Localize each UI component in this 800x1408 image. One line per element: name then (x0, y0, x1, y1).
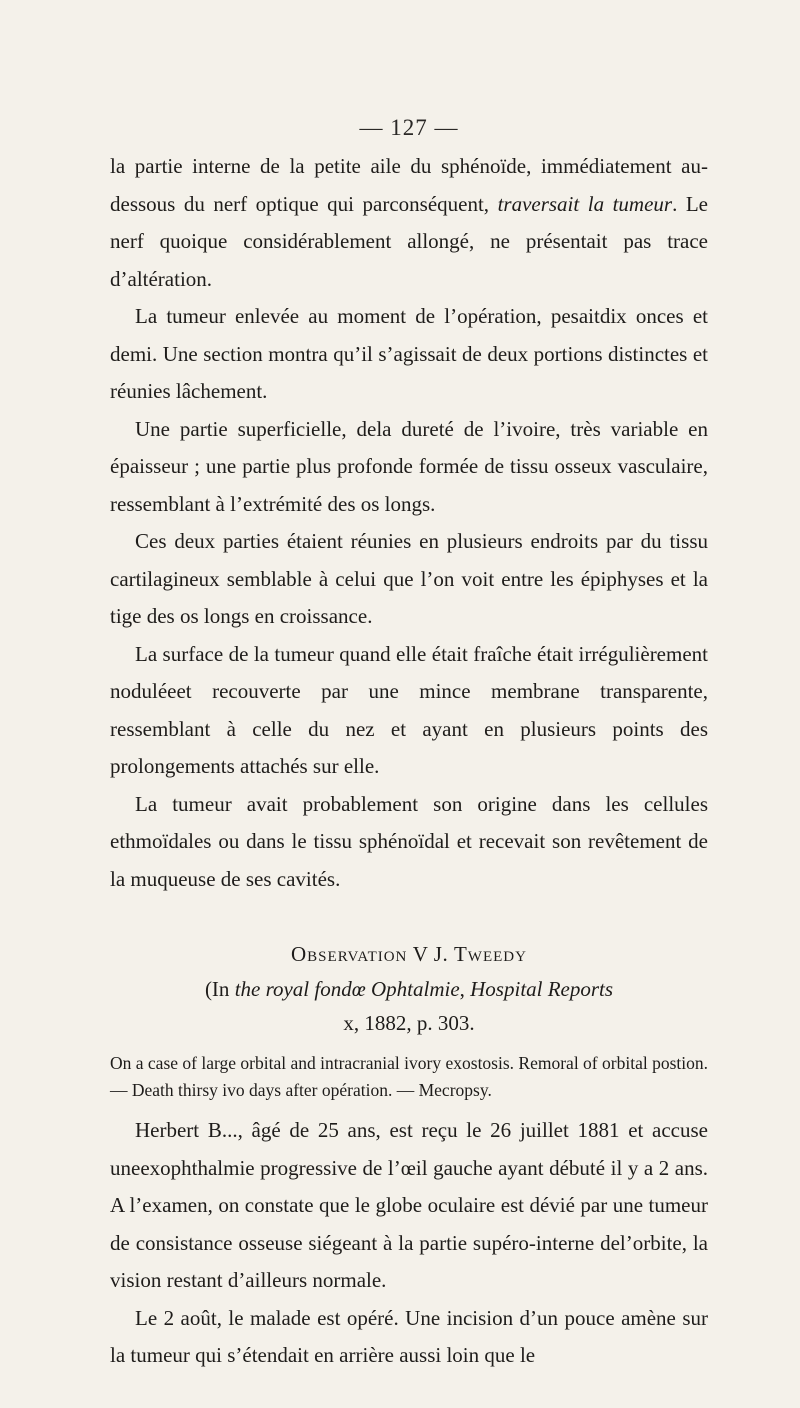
page-number: — 127 — (359, 115, 459, 140)
source-prefix: (In (204, 977, 235, 1001)
paragraph-6: La tumeur avait probablement son origine dans les cellules ethmoïdales ou dans le tissu sphénoïdal et recevait son revêtement de la muqueuse de ses cavités. (110, 791, 708, 891)
observation-source (110, 972, 708, 1006)
observation-heading (110, 936, 708, 972)
paragraph-5: La surface de la tumeur quand elle était fraîche était irrégulièrement noduléeet recouverte par une mince membrane transparente, ressemblant à celle du nez et ayant en plusieurs points des prolongements attachés sur elle. (110, 641, 708, 778)
source-comma: , (459, 977, 471, 1001)
paragraph-2: La tumeur enlevée au moment de l’opération, pesaitdix onces et demi. Une section montra qu’il s’agissait de deux portions distinctes et réunies lâchement. (110, 304, 708, 403)
main-text (110, 148, 708, 898)
observation-paragraph-2: Le 2 août, le malade est opéré. Une incision d’un pouce amène sur la tumeur qui s’étendait en arrière aussi loin que le (110, 1305, 708, 1367)
paragraph-1 (110, 148, 708, 298)
text-span: la partie interne de la petite aile du sphénoïde, immédiatement au-dessous du nerf optique qui parconséquent, (110, 154, 708, 216)
paragraph-4: Ces deux parties étaient réunies en plusieurs endroits par du tissu cartilagineux semblable à celui que l’on voit entre les épiphyses et la tige des os longs en croissance. (110, 529, 708, 628)
source-title-2: Ophtalmie (370, 977, 460, 1001)
source-title-3: Hospital Reports (470, 977, 614, 1001)
observation-paragraph-1: Herbert B..., âgé de 25 ans, est reçu le 26 juillet 1881 et accuse uneexophthalmie progressive de l’œil gauche ayant débuté il y a 2 ans. A l’examen, on constate que le globe oculaire est dévié par une tumeur de consistance osseuse siégeant à la partie supéro-interne del’orbite, la vision restant d’ailleurs normale. (110, 1118, 708, 1292)
italic-phrase: traversait la tumeur (497, 191, 673, 216)
paragraph-3: Une partie superficielle, dela dureté de l’ivoire, très variable en épaisseur ; une partie plus profonde formée de tissu osseux vasculaire, ressemblant à l’extrémité des os longs. (110, 416, 708, 516)
observation-text (110, 1112, 708, 1375)
observation-label: Observation (291, 942, 408, 966)
observation-number: V J. (407, 942, 454, 966)
observation-author: Tweedy (453, 942, 527, 966)
english-abstract: On a case of large orbital and intracranial ivory exostosis. Remoral of orbital postion. — Death thirsy ivo days after opération. — Mecropsy. (110, 1053, 708, 1100)
text-span: . Le nerf quoique considérablement allongé, ne présentait pas trace d’altération. (110, 191, 708, 291)
source-title-1: the royal fondœ (234, 977, 366, 1001)
observation-source-reference: x, 1882, p. 303. (343, 1011, 475, 1035)
